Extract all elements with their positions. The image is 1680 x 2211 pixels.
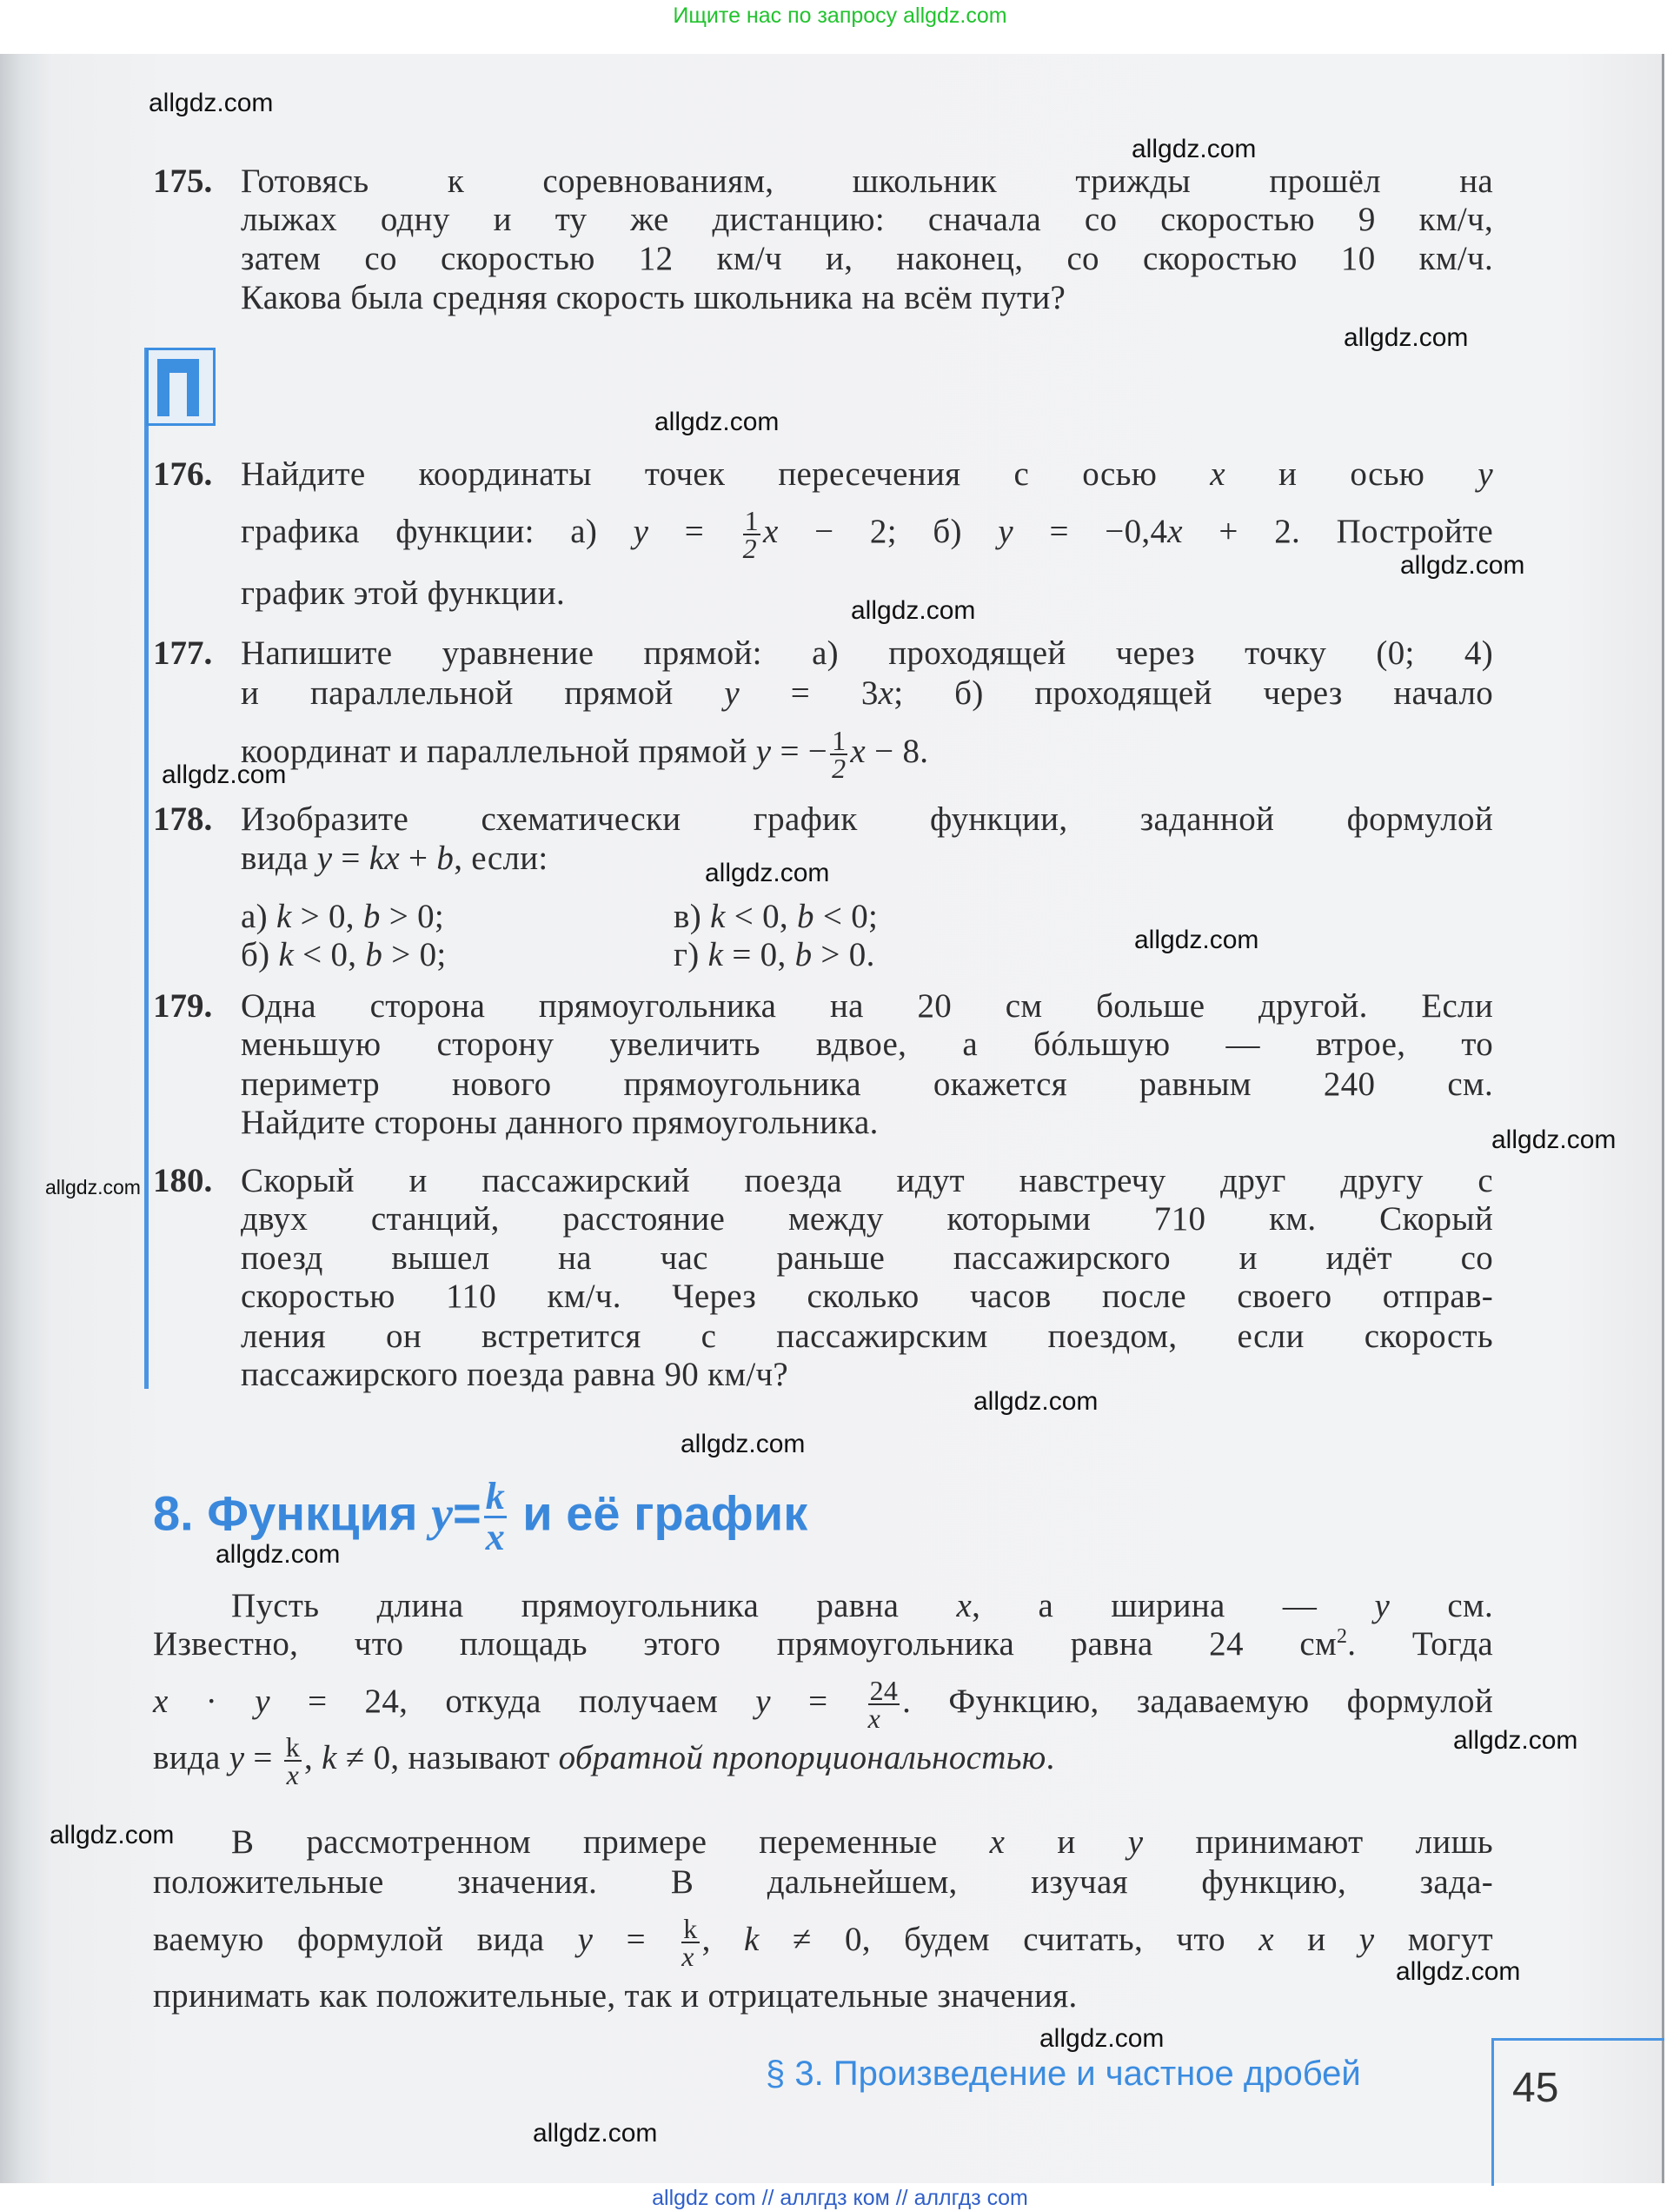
math-italic: x [762, 512, 779, 550]
problem-text-line: Найдите стороны данного прямоугольника. [241, 1104, 879, 1141]
fraction-numerator: 1 [744, 505, 759, 536]
paragraph-line: Пусть длина прямоугольника равна x, а ширина — y см. [231, 1587, 1493, 1624]
problem-text-line: Готовясь к соревнованиям, школьник трижды прошёл на [241, 163, 1493, 200]
problem-number: 179. [153, 987, 213, 1025]
math-italic: b [796, 898, 814, 935]
math-italic: y [1358, 1920, 1375, 1958]
watermark: allgdz.com [50, 1821, 175, 1849]
problem-text-line: двух станций, расстояние между которыми 710 км. Скорый [241, 1200, 1493, 1238]
watermark: allgdz.com [162, 760, 287, 789]
section-fraction [484, 1477, 507, 1557]
math-italic: y [577, 1920, 594, 1958]
problem-text-line: Скорый и пассажирский поезда идут навстречу друг другу с [241, 1162, 1493, 1199]
math-italic: y [1127, 1823, 1144, 1861]
section-rule [144, 348, 149, 1389]
watermark: allgdz.com [1134, 926, 1259, 954]
math-italic: y [633, 512, 649, 550]
problem-number: 180. [153, 1162, 213, 1199]
math-italic: y [755, 1682, 771, 1720]
watermark: allgdz.com [973, 1387, 1099, 1416]
fraction-denominator: 2 [832, 753, 847, 784]
math-italic: k [322, 1738, 337, 1776]
problem-text-line: затем со скоростью 12 км/ч и, наконец, со скоростью 10 км/ч. [241, 240, 1493, 277]
math-italic: b [365, 936, 383, 973]
fraction [681, 1913, 699, 1972]
math-italic: x [989, 1823, 1006, 1861]
section-number: 8. [153, 1485, 194, 1541]
option: б) k < 0, b > 0; [241, 936, 447, 973]
option: г) k = 0, b > 0. [674, 936, 875, 973]
watermark: allgdz.com [1491, 1125, 1617, 1154]
math-italic: y [724, 674, 740, 712]
math-italic: y [316, 840, 333, 877]
problem-number: 178. [153, 800, 213, 838]
option: в) k < 0, b < 0; [674, 898, 879, 935]
problem-text-line: и параллельной прямой y = 3x; б) проходящей через начало [241, 674, 1494, 712]
math-italic: x [850, 732, 867, 770]
math-italic: b [794, 936, 813, 973]
watermark: allgdz.com [681, 1430, 806, 1458]
math-italic: b [362, 898, 381, 935]
problem-text-line [241, 896, 1493, 938]
option: а) k > 0, b > 0; [241, 898, 445, 935]
watermark: allgdz.com [1400, 551, 1525, 580]
math-italic: обратной пропорциональностью [558, 1738, 1046, 1776]
watermark: allgdz.com [1039, 2024, 1165, 2053]
problem-text-line: Одна сторона прямоугольника на 20 см больше другой. Если [241, 987, 1493, 1025]
fraction [284, 1731, 302, 1790]
watermark: allgdz.com [654, 408, 780, 436]
problem-text-line: Напишите уравнение прямой: а) проходящей через точку (0; 4) [241, 634, 1493, 672]
math-italic: x [878, 674, 894, 712]
math-italic: k [743, 1920, 760, 1958]
page-number: 45 [1512, 2065, 1559, 2111]
math-italic: y [998, 512, 1013, 550]
math-italic: y [229, 1738, 245, 1776]
math-italic: k [710, 898, 726, 935]
watermark: allgdz.com [851, 596, 976, 625]
math-italic: x [1258, 1920, 1274, 1958]
page-number-frame [1491, 2038, 1664, 2186]
watermark: allgdz.com [705, 859, 830, 887]
math-italic: x [153, 1682, 169, 1720]
problem-text-line: скоростью 110 км/ч. Через сколько часов после своего отправ- [241, 1278, 1493, 1315]
watermark: allgdz.com [216, 1540, 341, 1569]
watermark: allgdz.com [1344, 323, 1469, 352]
section-word: Функция [207, 1485, 418, 1541]
math-italic: k [276, 898, 292, 935]
fraction [867, 1675, 900, 1734]
math-italic: b [436, 840, 455, 877]
problem-text-line: Какова была средняя скорость школьника на всём пути? [241, 279, 1066, 316]
math-italic: x [956, 1587, 973, 1624]
math-italic: kx [369, 840, 400, 877]
paragraph-line: принимать как положительные, так и отрицательные значения. [153, 1977, 1078, 2015]
math-italic: k [278, 936, 295, 973]
paragraph-line: вида y = $\frac{k}{x}$ , k ≠ 0, называют обратной пропорциональностью. [153, 1731, 1055, 1790]
watermark: allgdz.com [533, 2119, 658, 2148]
fraction-numerator: k [285, 1731, 301, 1763]
paragraph-line: положительные значения. В дальнейшем, изучая функцию, зада- [153, 1863, 1493, 1901]
math-italic: y [755, 732, 772, 770]
fraction-numerator: 1 [832, 725, 847, 756]
problem-text-line: Найдите координаты точек пересечения с осью x и осью y [241, 455, 1493, 493]
fraction-denominator: x [485, 1516, 505, 1558]
watermark: allgdz.com [1132, 135, 1257, 163]
fraction-numerator: 24 [869, 1675, 899, 1706]
problem-text-line [241, 934, 1493, 976]
watermark: allgdz.com [45, 1176, 141, 1198]
problem-text-line: график этой функции. [241, 574, 566, 612]
math-italic: y [1374, 1587, 1391, 1624]
problem-text-line: ления он встретится с пассажирским поездом, если скорость [241, 1318, 1493, 1355]
math-italic: y [1477, 455, 1493, 493]
problem-text-line: вида y = kx + b, если: [241, 840, 548, 877]
fraction-denominator: x [867, 1703, 881, 1734]
paragraph-line: ваемую формулой вида y = $\frac{k}{x}$ , k ≠ 0, будем считать, что x и y могут [153, 1913, 1493, 1972]
problem-text-line: поезд вышел на час раньше пассажирского и идёт со [241, 1239, 1493, 1277]
problem-text-line: пассажирского поезда равна 90 км/ч? [241, 1356, 788, 1393]
fraction-numerator: k [485, 1475, 505, 1517]
top-banner: Ищите нас по запросу allgdz.com [673, 3, 1007, 28]
fraction-numerator: k [683, 1913, 698, 1944]
section-var: y [431, 1487, 454, 1542]
problem-text-line: периметр нового прямоугольника окажется равным 240 см. [241, 1066, 1493, 1103]
problem-text-line: графика функции: а) y = $\frac{1}{2}$ x − 2; б) y = −0,4x + 2. Постройте [241, 505, 1493, 564]
section-eq: = [453, 1485, 481, 1541]
section-tail: и её график [522, 1485, 808, 1541]
watermark: allgdz.com [1396, 1957, 1521, 1986]
math-italic: k [707, 936, 724, 973]
fraction [830, 725, 847, 784]
chapter-title: § 3. Произведение и частное дробей [766, 2055, 1361, 2093]
math-italic: x [1167, 512, 1183, 550]
p-marker-icon [146, 348, 216, 426]
bottom-banner: allgdz com // аллгдз ком // аллгдз com [652, 2186, 1028, 2210]
problem-text-line: лыжах одну и ту же дистанцию: сначала со скоростью 9 км/ч, [241, 201, 1493, 238]
paragraph-line: x · y = 24, откуда получаем y = $\frac{24}{x}$ . Функцию, задаваемую формулой [153, 1675, 1493, 1734]
watermark: allgdz.com [149, 89, 274, 117]
fraction-denominator: x [681, 1941, 694, 1972]
fraction-denominator: x [286, 1759, 300, 1790]
problem-number: 177. [153, 634, 213, 672]
problem-number: 175. [153, 163, 213, 200]
problem-text-line: меньшую сторону увеличить вдвое, а бóльшую — втрое, то [241, 1026, 1493, 1063]
watermark: allgdz.com [1453, 1726, 1578, 1755]
math-italic: x [1210, 455, 1225, 493]
problem-text-line: координат и параллельной прямой y = − $\frac{1}{2}$ x − 8. [241, 725, 929, 784]
math-italic: y [255, 1682, 270, 1720]
fraction [742, 505, 760, 564]
paragraph-line: Известно, что площадь этого прямоугольника равна 24 $см^2$. Тогда [153, 1625, 1493, 1663]
problem-text-line: Изобразите схематически график функции, заданной формулой [241, 800, 1493, 838]
fraction-denominator: 2 [742, 533, 757, 564]
superscript: 2 [1336, 1625, 1348, 1648]
problem-number: 176. [153, 455, 213, 493]
paragraph-line: В рассмотренном примере переменные x и y принимают лишь [231, 1823, 1493, 1861]
